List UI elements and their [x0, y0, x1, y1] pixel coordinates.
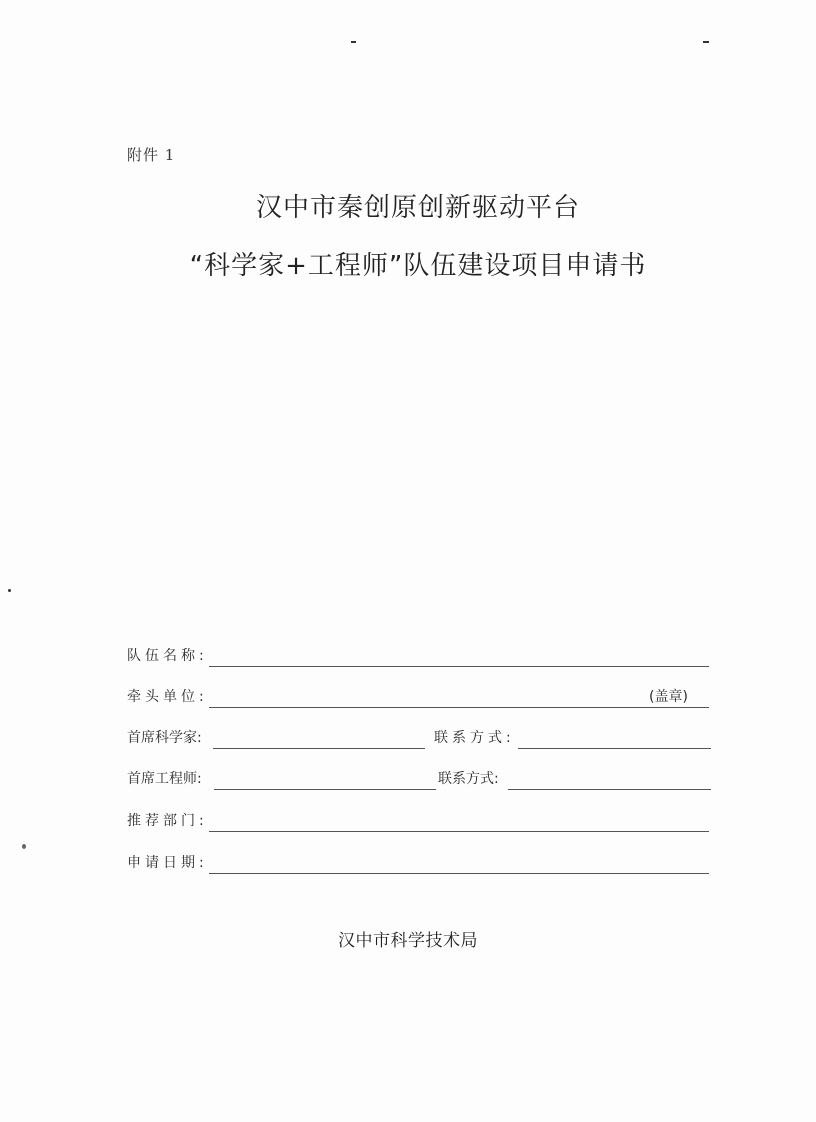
scan-mark [351, 41, 356, 43]
team-name-row [127, 643, 709, 667]
chief-scientist-contact-label: 联系方式: [434, 730, 515, 746]
chief-engineer-contact-field[interactable] [508, 789, 711, 790]
team-name-label: 队伍名称: [127, 648, 208, 664]
application-date-label: 申请日期: [127, 855, 208, 871]
lead-unit-field[interactable] [209, 707, 709, 708]
application-date-row [127, 850, 709, 874]
application-date-field[interactable] [209, 873, 709, 874]
scan-mark [703, 41, 709, 43]
chief-engineer-label: 首席工程师: [127, 771, 202, 787]
chief-scientist-row [127, 725, 711, 749]
lead-unit-row [127, 684, 709, 708]
chief-engineer-row [127, 766, 711, 790]
seal-note: (盖章) [649, 689, 688, 705]
chief-scientist-label: 首席科学家: [127, 730, 202, 746]
chief-engineer-field[interactable] [214, 789, 436, 790]
document-title-line-2: “科学家+工程师”队伍建设项目申请书 [189, 251, 647, 281]
issuing-organization: 汉中市科学技术局 [338, 931, 478, 951]
chief-engineer-contact-label: 联系方式: [438, 771, 499, 787]
chief-scientist-contact-field[interactable] [518, 748, 711, 749]
chief-scientist-field[interactable] [213, 748, 425, 749]
attachment-label: 附件 1 [127, 146, 176, 164]
scan-mark [8, 589, 11, 592]
document-title-line-1: 汉中市秦创原创新驱动平台 [255, 193, 580, 223]
recommending-dept-field[interactable] [209, 831, 709, 832]
scan-mark [22, 844, 26, 849]
lead-unit-label: 牵头单位: [127, 689, 208, 705]
team-name-field[interactable] [209, 666, 709, 667]
recommending-dept-row [127, 808, 709, 832]
recommending-dept-label: 推荐部门: [127, 813, 208, 829]
